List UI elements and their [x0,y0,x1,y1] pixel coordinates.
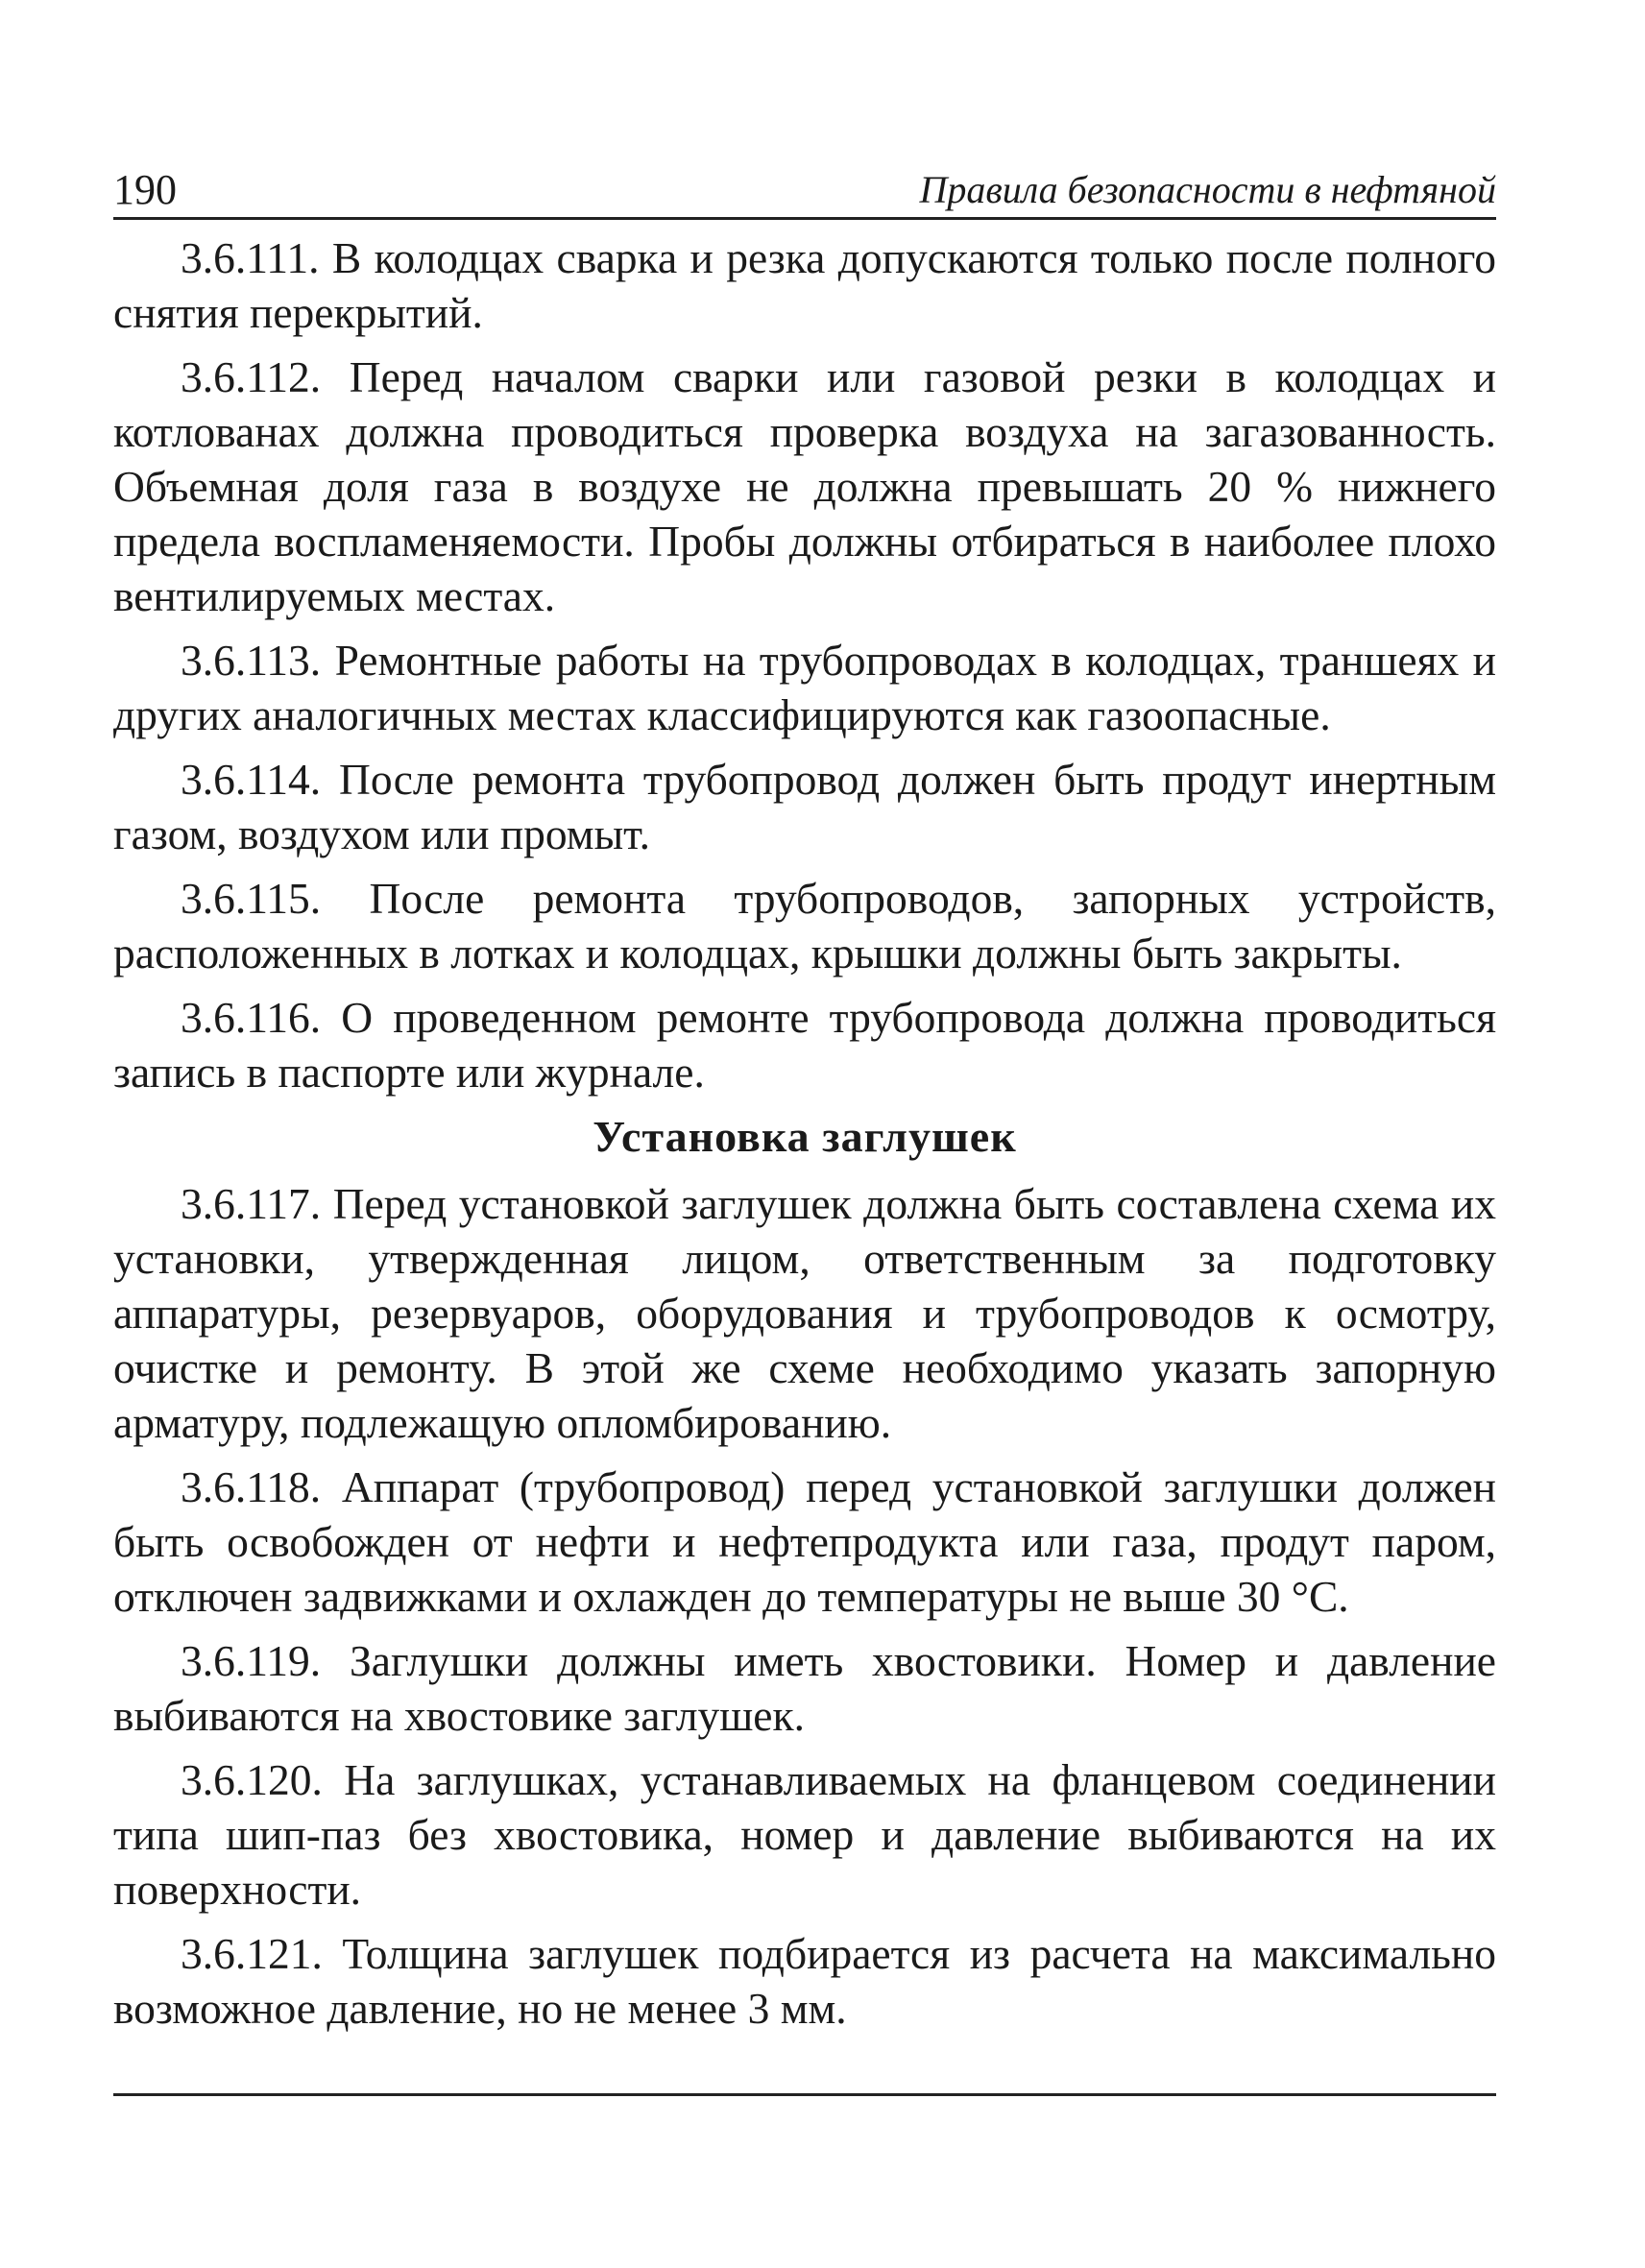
paragraph-3-6-119: 3.6.119. Заглушки должны иметь хвостовики. Номер и давление выбиваются на хвостовике заглушек. [113,1636,1496,1740]
bottom-rule [113,2093,1496,2096]
body-text [113,230,1496,2045]
paragraph-3-6-118: 3.6.118. Аппарат (трубопровод) перед установкой заглушки должен быть освобожден от нефти и нефтепродукта или газа, продут паром, отключен задвижками и охлажден до температуры не выше 30 °С. [113,1462,1496,1621]
paragraph-3-6-117: 3.6.117. Перед установкой заглушек должна быть составлена схема их установки, утвержденная лицом, ответственным за подготовку аппаратуры, резервуаров, оборудования и трубопроводов к осмотру, очистке и ремонту. В этой же схеме необходимо указать запорную арматуру, подлежащую опломбированию. [113,1179,1496,1447]
paragraph-3-6-121: 3.6.121. Толщина заглушек подбирается из расчета на максимально возможное давление, но не менее 3 мм. [113,1929,1496,2033]
paragraph-3-6-113: 3.6.113. Ремонтные работы на трубопроводах в колодцах, траншеях и других аналогичных местах классифицируются как газоопасные. [113,636,1496,739]
section-heading: Установка заглушек [593,1112,1017,1161]
paragraph-3-6-112: 3.6.112. Перед началом сварки или газовой резки в колодцах и котлованах должна проводиться проверка воздуха на загазованность. Объемная доля газа в воздухе не должна превышать 20 % нижнего предела воспламеняемости. Пробы должны отбираться в наиболее плохо вентилируемых местах. [113,352,1496,620]
running-title: Правила безопасности в нефтяной [919,168,1496,211]
running-header [113,163,1496,220]
paragraph-3-6-115: 3.6.115. После ремонта трубопроводов, запорных устройств, расположенных в лотках и колодцах, крышки должны быть закрыты. [113,874,1496,977]
paragraph-3-6-116: 3.6.116. О проведенном ремонте трубопровода должна проводиться запись в паспорте или журнале. [113,993,1496,1097]
paragraph-3-6-114: 3.6.114. После ремонта трубопровод должен быть продут инертным газом, воздухом или промыт. [113,755,1496,858]
page-number: 190 [113,166,177,213]
paragraph-3-6-111: 3.6.111. В колодцах сварка и резка допускаются только после полного снятия перекрытий. [113,233,1496,337]
paragraph-3-6-120: 3.6.120. На заглушках, устанавливаемых на фланцевом соединении типа шип-паз без хвостовика, номер и давление выбиваются на их поверхности. [113,1755,1496,1914]
